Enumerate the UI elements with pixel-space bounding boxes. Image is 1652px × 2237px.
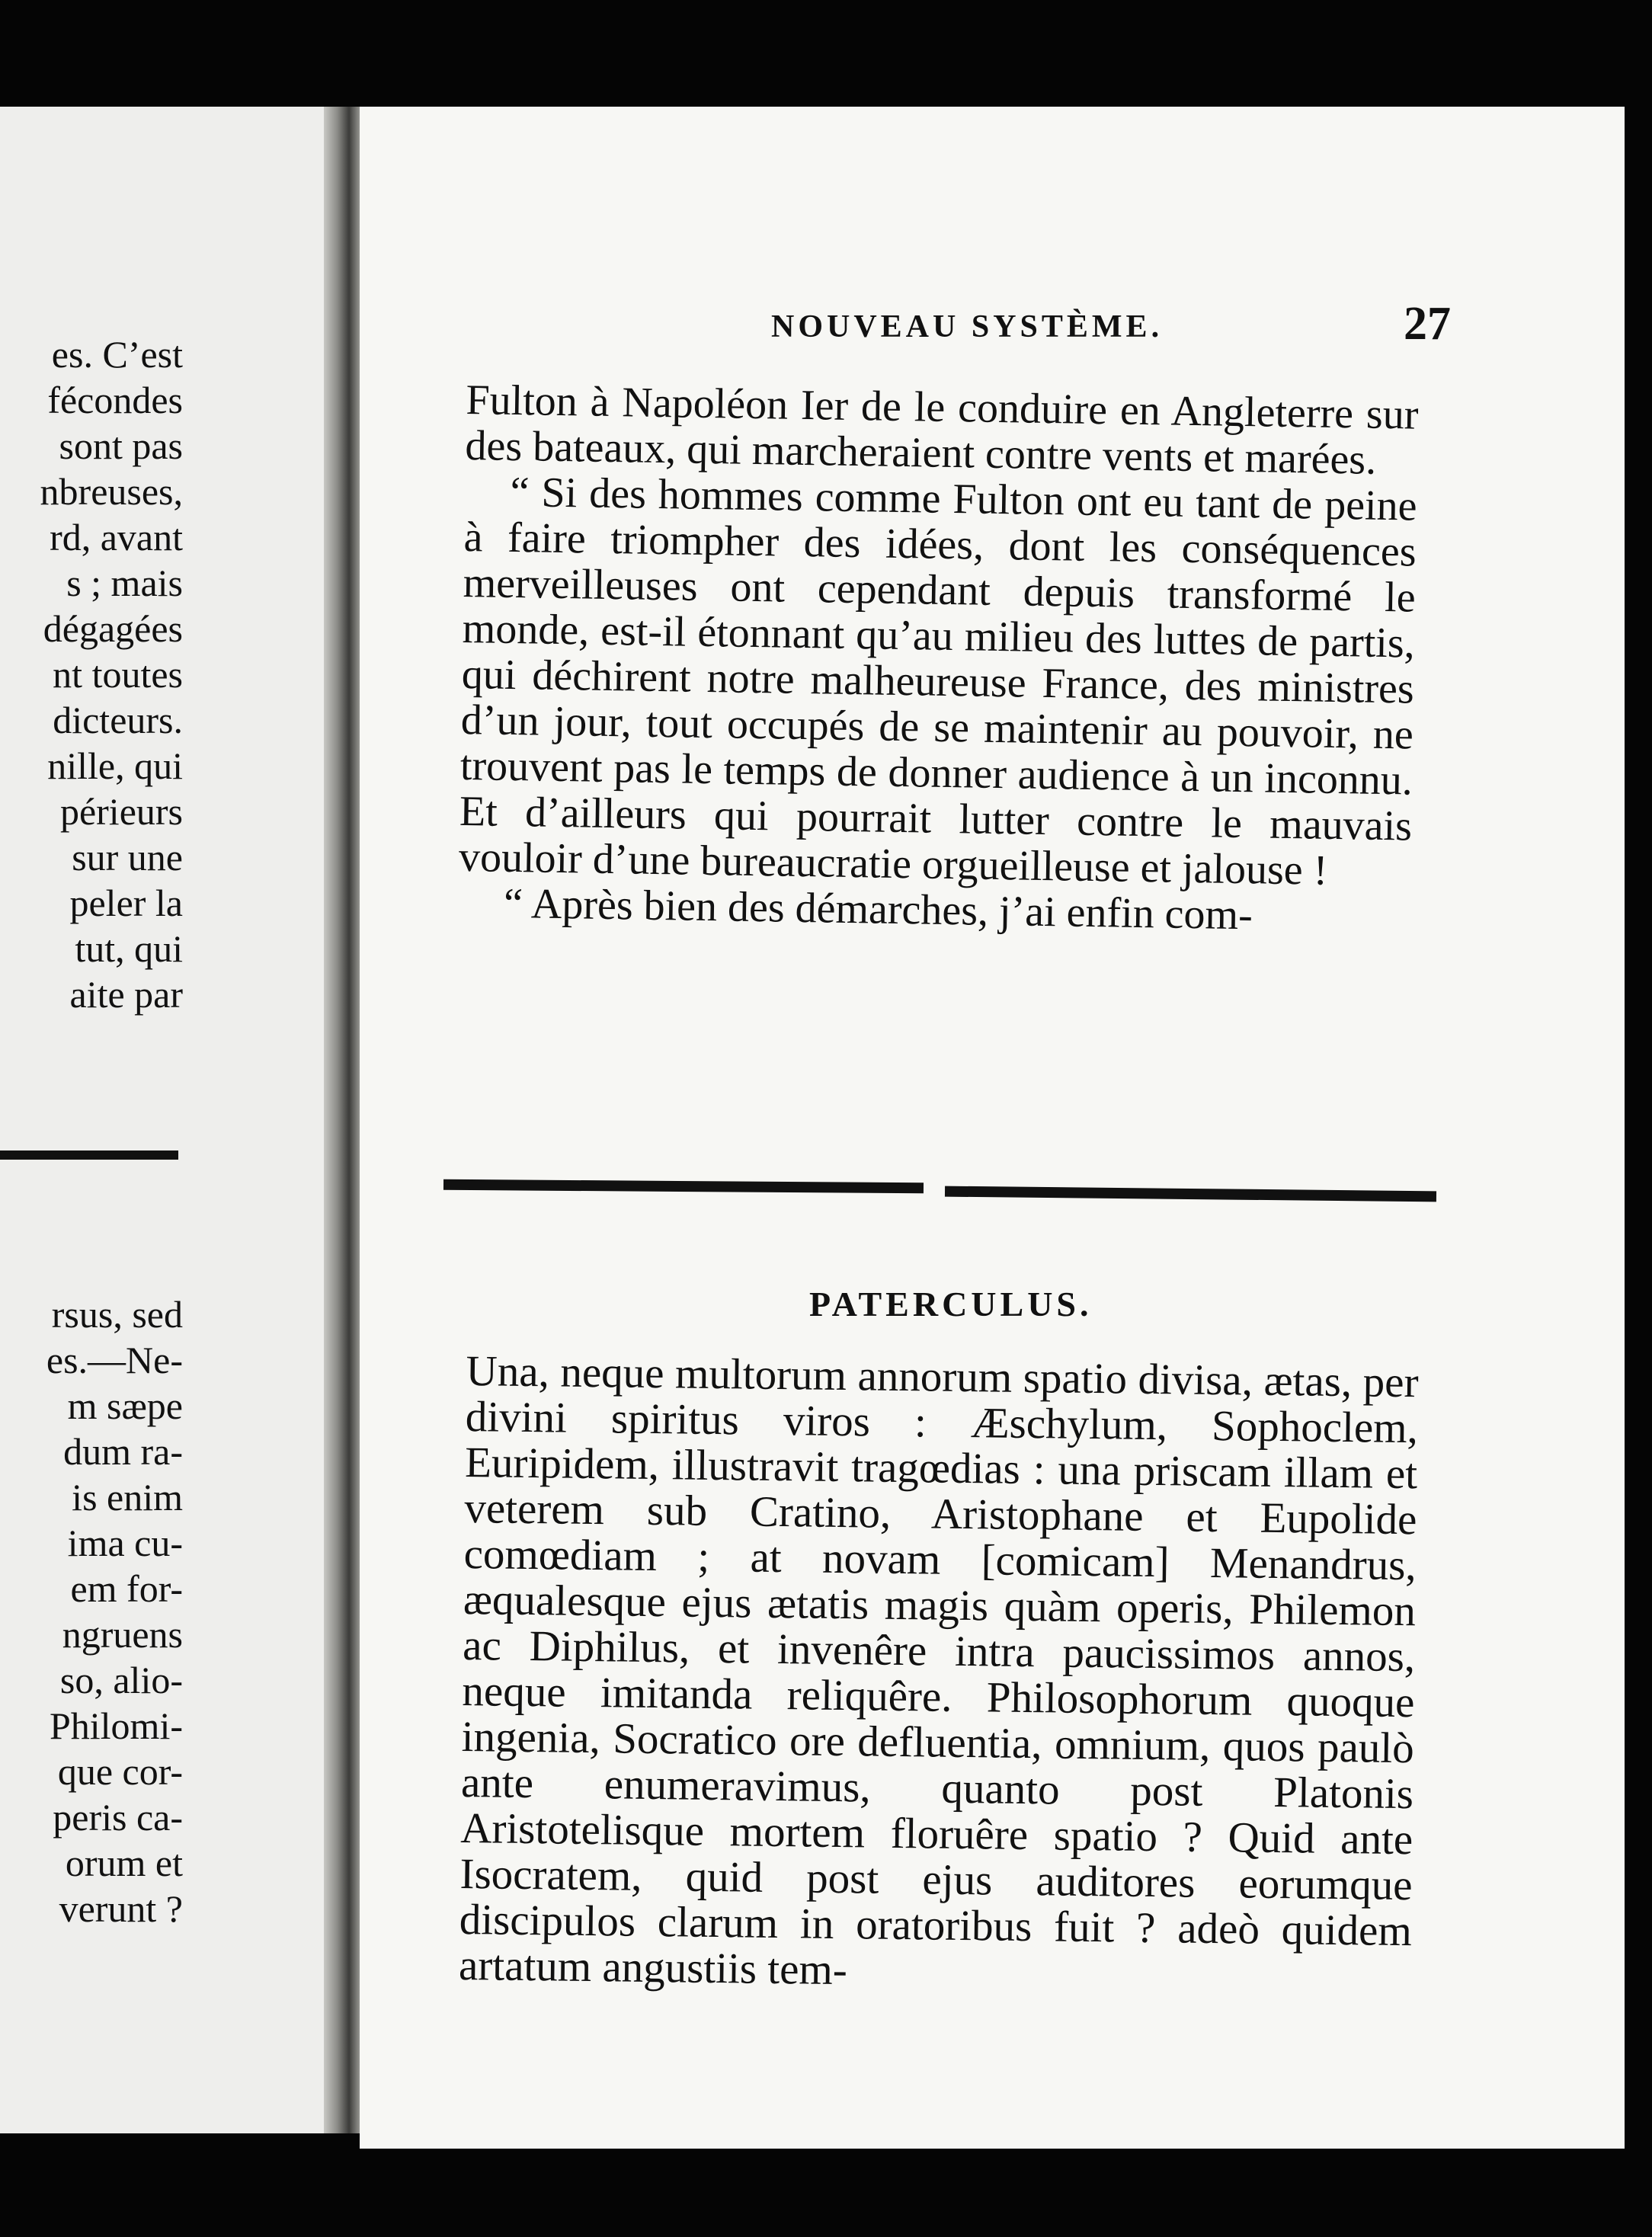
left-page-line: Philomi-: [49, 1704, 183, 1747]
left-page-line: is enim: [72, 1476, 183, 1519]
french-paragraph: Fulton à Napoléon Ier de le conduire en Angleterre sur des bateaux, qui marcheraient contre vents et marées.: [465, 376, 1419, 484]
left-page-line: ngruens: [62, 1613, 183, 1656]
section-rule-left: [443, 1179, 924, 1193]
left-page-line: rd, avant: [50, 516, 183, 558]
running-head: NOUVEAU SYSTÈME.: [771, 309, 1164, 344]
left-page-line: em for-: [70, 1567, 183, 1610]
left-page-rule: [0, 1151, 178, 1160]
left-page-line: nbreuses,: [40, 470, 183, 513]
french-text: [458, 377, 1419, 941]
left-page-line: tut, qui: [75, 927, 183, 970]
page-number: 27: [1404, 298, 1451, 350]
left-page-line: périeurs: [59, 790, 183, 833]
french-paragraph: “ Après bien des démarches, j’ai enfin com-: [503, 879, 1253, 939]
latin-paragraph: Una, neque multorum annorum spatio divisa, ætas, per divini spiritus viros : Æschylum, Sophoclem, Euripidem, illustravit tragœdias : una priscam illam et veterem sub Cratino, Aristophane et Eupolide comœdiam ; at novam [comicam] Menandrus, æqualesque ejus ætatis magis quàm operis, Philemon ac Diphilus, et invenêre intra paucissimos annos, neque imitanda reliquêre. Philosophorum quoque ingenia, Socratico ore defluentia, omnium, quos paulò ante enumeravimus, quanto post Platonis Aristotelisque mortem floruêre spatio ? Quid ante Isocratem, quid post ejus auditores eorumque discipulos clarum in oratoribus fuit ? adeò quidem artatum angustiis tem-: [458, 1347, 1419, 1995]
section-rule-right: [945, 1186, 1436, 1202]
left-page-line: dum ra-: [63, 1430, 183, 1473]
left-page-line: verunt ?: [59, 1887, 183, 1930]
left-page-line: sont pas: [59, 424, 183, 467]
left-page-line: nille, qui: [47, 744, 183, 787]
latin-text: [459, 1349, 1419, 2000]
left-page-line: peris ca-: [53, 1796, 183, 1839]
left-page-line: s ; mais: [66, 562, 183, 604]
left-page: [0, 107, 335, 2133]
left-page-line: que cor-: [57, 1750, 183, 1793]
left-page-line: ima cu-: [67, 1522, 183, 1564]
section-title: PATERCULUS.: [809, 1285, 1093, 1323]
left-page-line: dicteurs.: [53, 699, 183, 741]
left-page-line: so, alio-: [59, 1659, 183, 1701]
left-page-line: sur une: [72, 836, 183, 878]
left-page-line: es. C’est: [51, 333, 183, 376]
left-page-line: m sæpe: [67, 1384, 183, 1427]
left-page-line: fécondes: [47, 379, 183, 421]
left-page-line: nt toutes: [53, 653, 183, 696]
left-page-line: peler la: [69, 882, 183, 924]
right-page: [360, 107, 1625, 2149]
left-page-line: orum et: [65, 1842, 183, 1884]
french-paragraph: “ Si des hommes comme Fulton ont eu tant de peine à faire triompher des idées, dont les conséquences merveilleuses ont cependant depuis transformé le monde, est-il étonnant qu’au milieu des luttes de partis, qui déchirent notre malheureuse France, des ministres d’un jour, tout occupés de se maintenir au pouvoir, ne trouvent pas le temps de donner audience à un inconnu. Et d’ailleurs qui pourrait lutter contre le mauvais vouloir d’une bureaucratie orgueilleuse et jalouse !: [458, 468, 1417, 894]
left-page-line: dégagées: [43, 607, 183, 650]
left-page-line: rsus, sed: [51, 1293, 183, 1336]
left-page-line: aite par: [69, 973, 183, 1016]
left-page-line: es.—Ne-: [46, 1339, 183, 1381]
